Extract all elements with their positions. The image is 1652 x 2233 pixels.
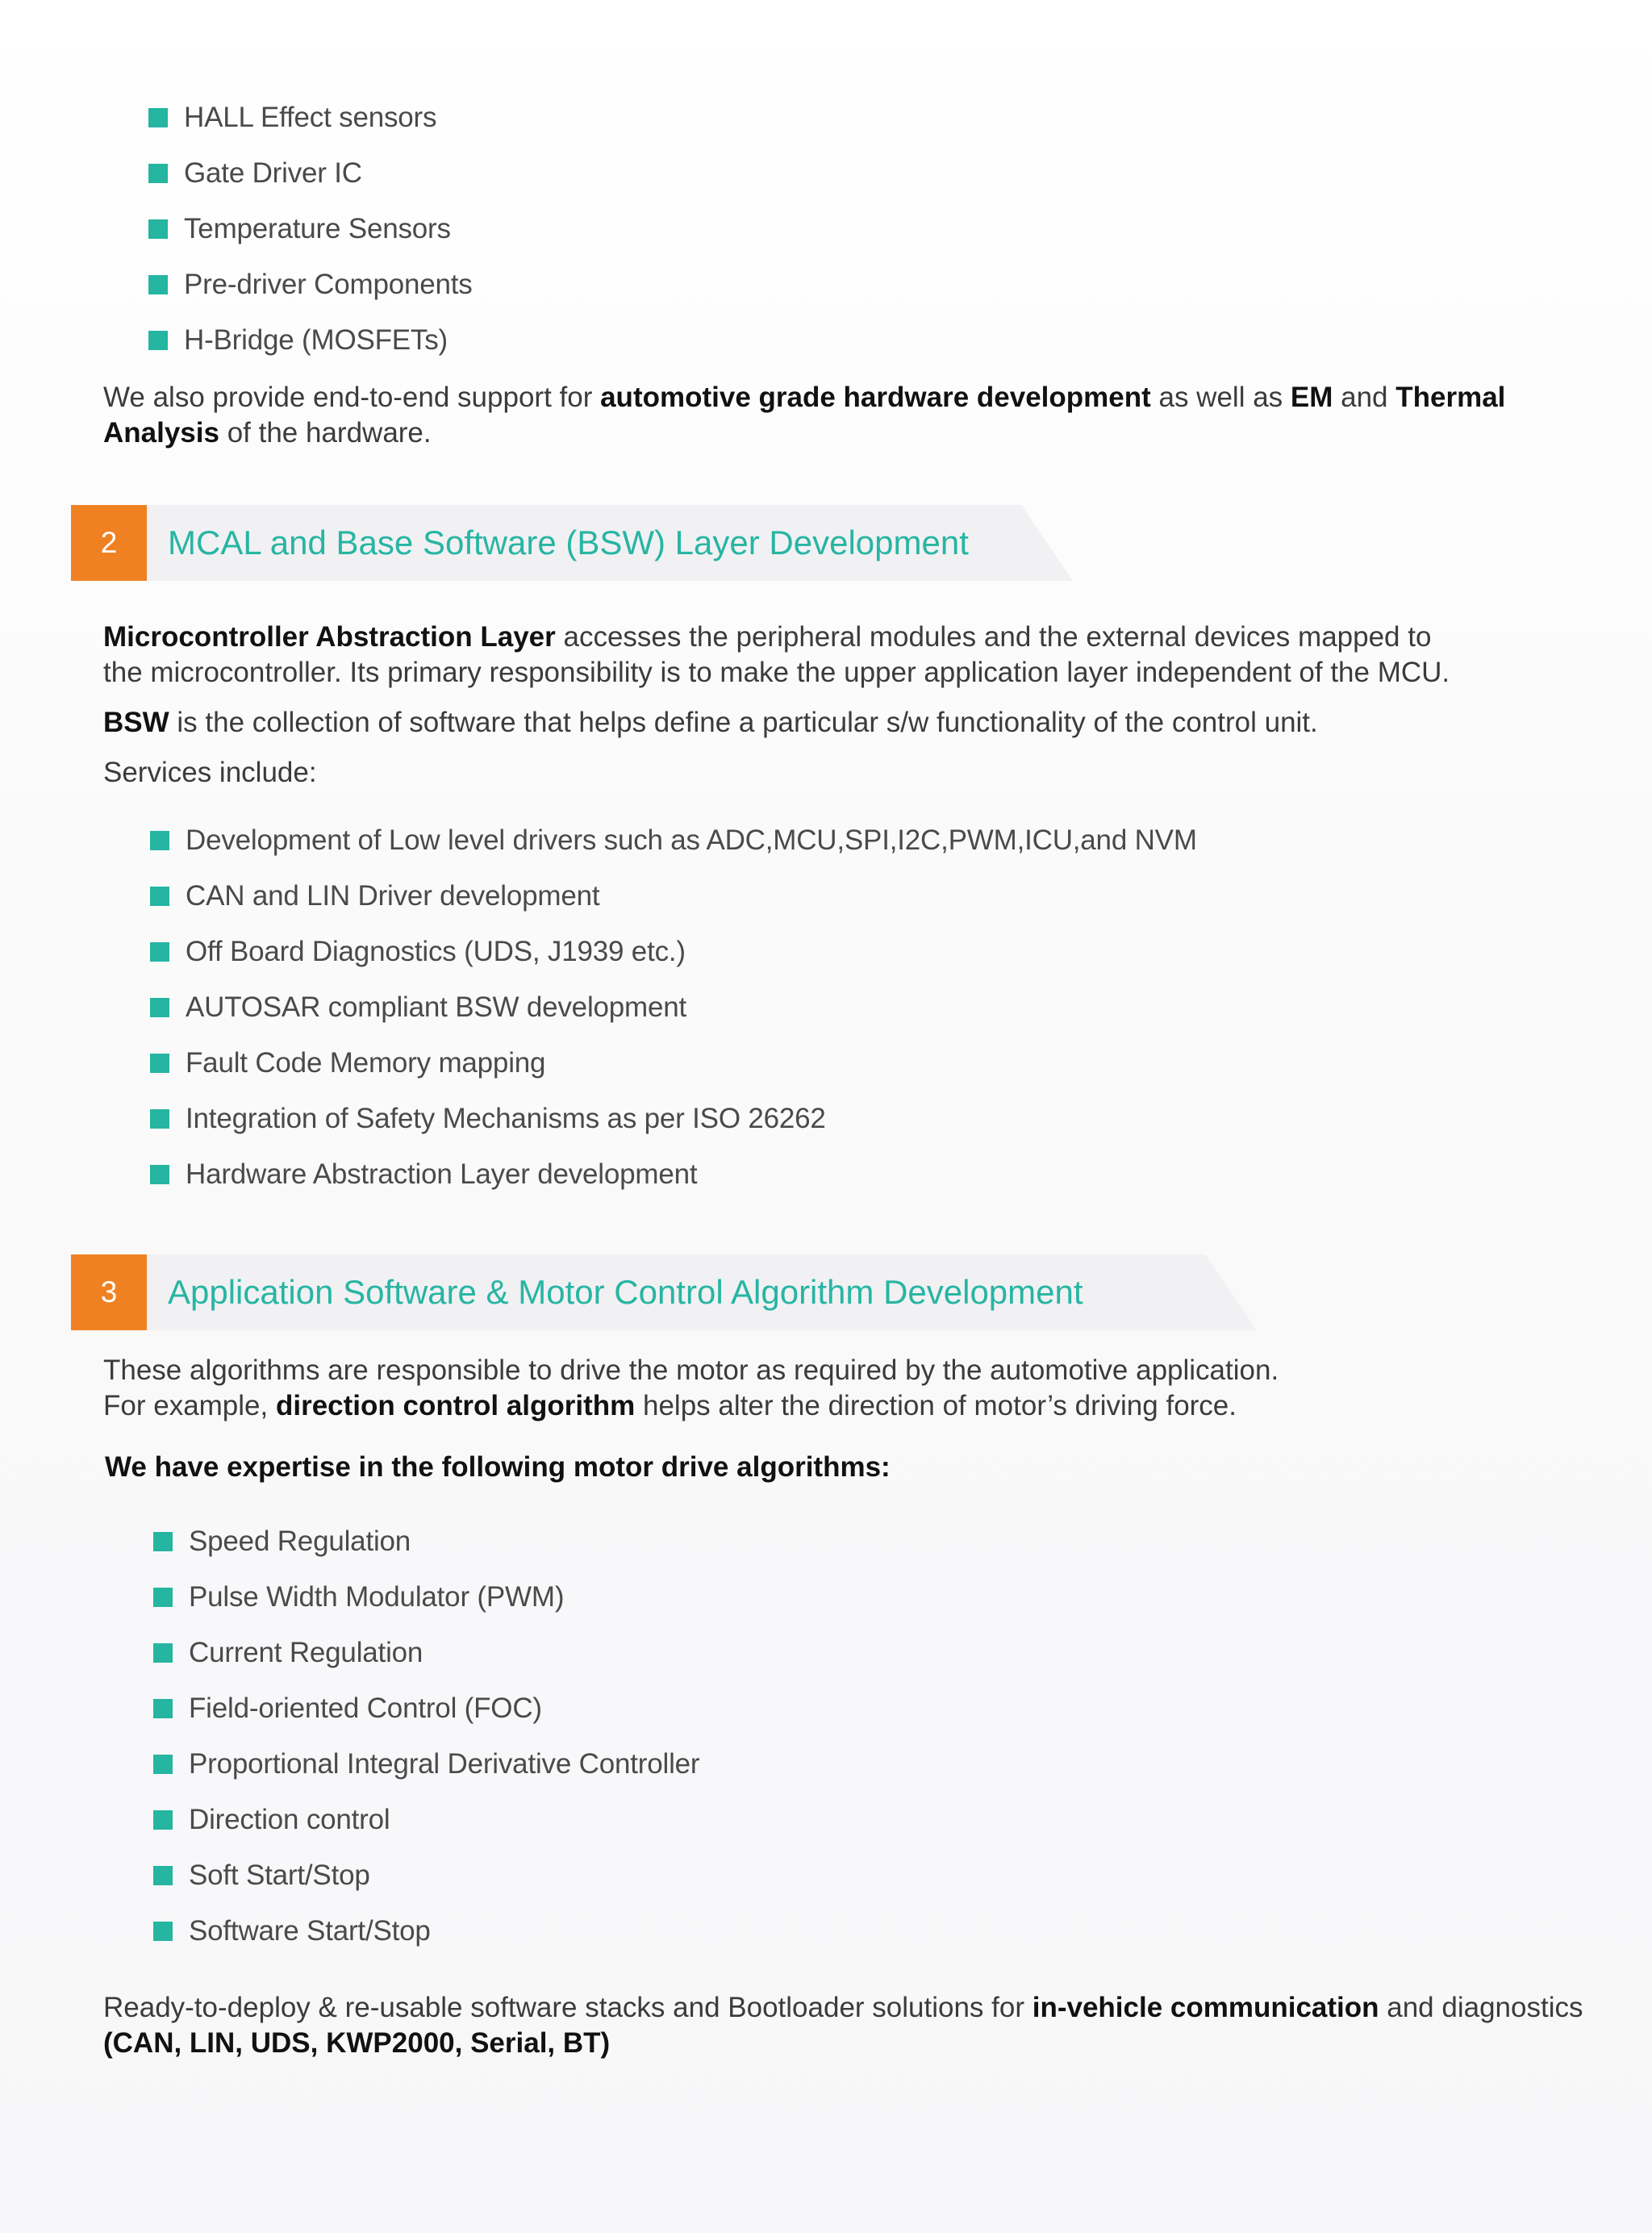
section-3-header — [71, 1254, 1184, 1330]
list-item: Integration of Safety Mechanisms as per ISO 26262 — [150, 1091, 1197, 1146]
bullet-square-icon — [148, 108, 168, 127]
section-title: MCAL and Base Software (BSW) Layer Development — [168, 524, 969, 561]
bullet-square-icon — [153, 1866, 173, 1885]
algorithms-paragraph: These algorithms are responsible to drive the motor as required by the automotive application. — [103, 1354, 1279, 1386]
bullet-square-icon — [148, 219, 168, 239]
bullet-square-icon — [150, 1054, 169, 1073]
list-item: Development of Low level drivers such as ADC,MCU,SPI,I2C,PWM,ICU,and NVM — [150, 812, 1197, 868]
list-item: Software Start/Stop — [153, 1903, 699, 1959]
list-item: Field-oriented Control (FOC) — [153, 1680, 699, 1736]
list-item: HALL Effect sensors — [148, 90, 473, 145]
list-item: Pulse Width Modulator (PWM) — [153, 1569, 699, 1625]
example-paragraph: For example, direction control algorithm helps alter the direction of motor’s driving force. — [103, 1390, 1237, 1421]
list-item: Off Board Diagnostics (UDS, J1939 etc.) — [150, 924, 1197, 979]
list-item: CAN and LIN Driver development — [150, 868, 1197, 924]
section-title: Application Software & Motor Control Algorithm Development — [168, 1273, 1083, 1311]
list-item: Hardware Abstraction Layer development — [150, 1146, 1197, 1202]
algorithms-list — [153, 1513, 699, 1959]
hardware-component-list — [148, 90, 473, 368]
section-2-header — [71, 505, 1000, 581]
services-list — [150, 812, 1197, 1202]
bullet-square-icon — [150, 942, 169, 962]
section-number-badge: 2 — [71, 505, 147, 581]
bullet-square-icon — [153, 1810, 173, 1830]
bullet-square-icon — [153, 1755, 173, 1774]
services-label: Services include: — [103, 757, 317, 788]
section-number-badge: 3 — [71, 1254, 147, 1330]
bullet-square-icon — [153, 1643, 173, 1663]
bullet-square-icon — [153, 1588, 173, 1607]
intro-paragraph: We also provide end-to-end support for automotive grade hardware development as well as EM and Thermal Analysis of the hardware. — [103, 382, 1506, 449]
list-item: Pre-driver Components — [148, 257, 473, 312]
bullet-square-icon — [150, 887, 169, 906]
list-item: Soft Start/Stop — [153, 1847, 699, 1903]
bullet-square-icon — [148, 164, 168, 183]
bullet-square-icon — [150, 998, 169, 1017]
list-item: Current Regulation — [153, 1625, 699, 1680]
list-item: Temperature Sensors — [148, 201, 473, 257]
expertise-heading: We have expertise in the following motor drive algorithms: — [105, 1451, 891, 1483]
list-item: AUTOSAR compliant BSW development — [150, 979, 1197, 1035]
bullet-square-icon — [150, 1109, 169, 1129]
closing-paragraph: Ready-to-deploy & re-usable software stacks and Bootloader solutions for in-vehicle communication and diagnostics (CAN, LIN, UDS, KWP2000, Serial, BT) — [103, 1992, 1583, 2059]
bsw-paragraph: BSW is the collection of software that helps define a particular s/w functionality of the control unit. — [103, 707, 1318, 738]
bullet-square-icon — [148, 275, 168, 294]
mcal-paragraph: Microcontroller Abstraction Layer accesses the peripheral modules and the external devices mapped to the microcontroller. Its primary responsibility is to make the upper application layer independent of the MCU. — [103, 621, 1450, 688]
list-item: Fault Code Memory mapping — [150, 1035, 1197, 1091]
list-item: H-Bridge (MOSFETs) — [148, 312, 473, 368]
bullet-square-icon — [153, 1532, 173, 1551]
bullet-square-icon — [150, 831, 169, 850]
list-item: Gate Driver IC — [148, 145, 473, 201]
bullet-square-icon — [153, 1699, 173, 1718]
list-item: Speed Regulation — [153, 1513, 699, 1569]
list-item: Direction control — [153, 1792, 699, 1847]
bullet-square-icon — [148, 331, 168, 350]
bullet-square-icon — [153, 1922, 173, 1941]
list-item: Proportional Integral Derivative Controller — [153, 1736, 699, 1792]
bullet-square-icon — [150, 1165, 169, 1184]
